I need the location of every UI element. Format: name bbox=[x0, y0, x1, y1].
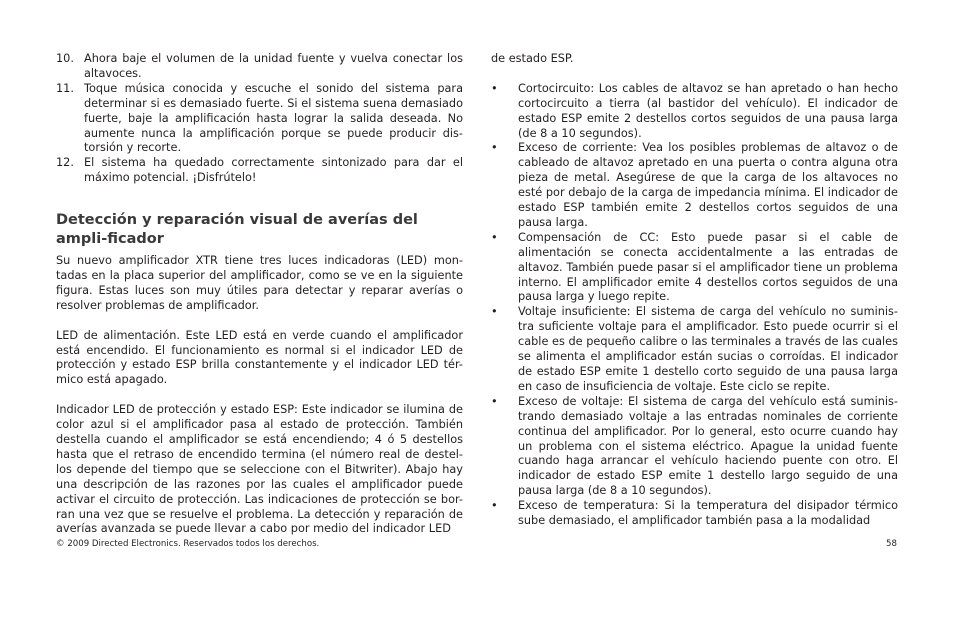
list-item bbox=[491, 395, 898, 499]
list-item-text: Exceso de corriente: Vea los posibles problemas de altavoz o de cableado de altavoz apretado en una puerta o contra alguna otra pieza de metal. Asegúrese de que la carga de los altavoces no esté por debajo de la carga de impedancia mínima. El indicador de estado ESP también emite 2 destellos cortos seguidos de una pausa larga. bbox=[518, 141, 898, 229]
bullet-icon: • bbox=[491, 81, 498, 95]
continuation-text: de estado ESP. bbox=[491, 52, 574, 65]
power-led-paragraph: LED de alimentación. Este LED está en verde cuando el amplificador está encendido. El funcionamiento es normal si el indicador LED de protección y estado ESP brilla constantemente y el indicador LED tér-mico está apagado. bbox=[56, 328, 463, 387]
step-text: El sistema ha quedado correctamente sintonizado para dar el máximo potencial. ¡Disfrútelo! bbox=[84, 156, 463, 185]
step-number: 10. bbox=[56, 52, 74, 65]
step-number: 11. bbox=[56, 81, 74, 95]
bullet-icon: • bbox=[491, 499, 498, 513]
section-heading: Detección y reparación visual de averías del ampli-ficador bbox=[56, 212, 418, 248]
step-text: Toque música conocida y escuche el sonido del sistema para determinar si es demasiado fuerte. Si el sistema suena demasiado fuerte, baje la amplificación hasta lograr la salida deseada. No aumente nunca la amplificación porque se puede producir dis-torsión y recorte. bbox=[84, 81, 463, 155]
list-item-text: Voltaje insuficiente: El sistema de carga del vehículo no suminis-tra suficiente voltaje para el amplificador. Esto puede ocurrir si el cable es de pequeño calibre o las terminales a través de las cuales se alimenta el amplificador están sucias o corroídas. El indicador de estado ESP emite 1 destello corto seguido de una pausa larga en caso de insuficiencia de voltaje. Este ciclo se repite. bbox=[518, 305, 898, 393]
bullet-icon: • bbox=[491, 141, 498, 155]
step-item bbox=[56, 156, 463, 186]
protection-led-paragraph: Indicador LED de protección y estado ESP: Este indicador se ilumina de color azul si el amplificador pasa al estado de protección. También destella cuando el amplificador se está encendiendo; 4 ó 5 destellos hasta que el retraso de encendido termina (el número real de destel-los depende del tiempo que se seleccione con el Bitwriter). Abajo hay una descripción de las razones por las cuales el amplificador puede activar el circuito de protección. Las indicaciones de protección se bor-ran una vez que se resuelve el problema. La detección y reparación de averías avanzada se puede llevar a cabo por medio del indicador LED bbox=[56, 403, 463, 536]
step-item bbox=[56, 82, 463, 157]
list-item bbox=[491, 82, 898, 142]
bullet-icon: • bbox=[491, 230, 498, 244]
list-item bbox=[491, 499, 898, 529]
list-item-text: Exceso de voltaje: El sistema de carga del vehículo está suminis-trando demasiado voltaje a las entradas nominales de corriente continua del amplificador. Por lo general, esto ocurre cuando hay un problema con el sistema eléctrico. Apague la unidad fuente cuando haga arrancar el vehículo haciendo puente con otro. El indicador de estado ESP emite 1 destello largo seguido de una pausa larga (de 8 a 10 segundos). bbox=[518, 394, 898, 498]
bullet-icon: • bbox=[491, 305, 498, 319]
list-item bbox=[491, 141, 898, 230]
page-number: 58 bbox=[886, 539, 897, 549]
left-column bbox=[56, 52, 463, 537]
step-item bbox=[56, 52, 463, 82]
bullet-icon: • bbox=[491, 394, 498, 408]
copyright-footer: © 2009 Directed Electronics. Reservados todos los derechos. bbox=[56, 539, 320, 549]
list-item bbox=[491, 231, 898, 306]
intro-paragraph: Su nuevo amplificador XTR tiene tres luces indicadoras (LED) mon-tadas en la placa superior del amplificador, como se ve en la siguiente figura. Estas luces son muy útiles para detectar y reparar averías o resolver problemas de amplificador. bbox=[56, 254, 463, 312]
list-item-text: Compensación de CC: Esto puede pasar si el cable de alimentación se conecta accidentalmente a las entradas de altavoz. También puede pasar si el amplificador tiene un problema interno. El amplificador emite 4 destellos cortos seguidos de una pausa larga y luego repite. bbox=[518, 230, 898, 304]
list-item bbox=[491, 305, 898, 394]
list-item-text: Cortocircuito: Los cables de altavoz se han apretado o han hecho cortocircuito a tierra (al bastidor del vehículo). El indicador de estado ESP emite 2 destellos cortos seguidos de una pausa larga (de 8 a 10 segundos). bbox=[518, 81, 898, 140]
step-number: 12. bbox=[56, 156, 74, 170]
step-text: Ahora baje el volumen de la unidad fuente y vuelva conectar los altavoces. bbox=[84, 52, 463, 80]
list-item-text: Exceso de temperatura: Si la temperatura del disipador térmico sube demasiado, el amplificador también pasa a la modalidad bbox=[518, 499, 898, 528]
right-column bbox=[491, 52, 898, 529]
